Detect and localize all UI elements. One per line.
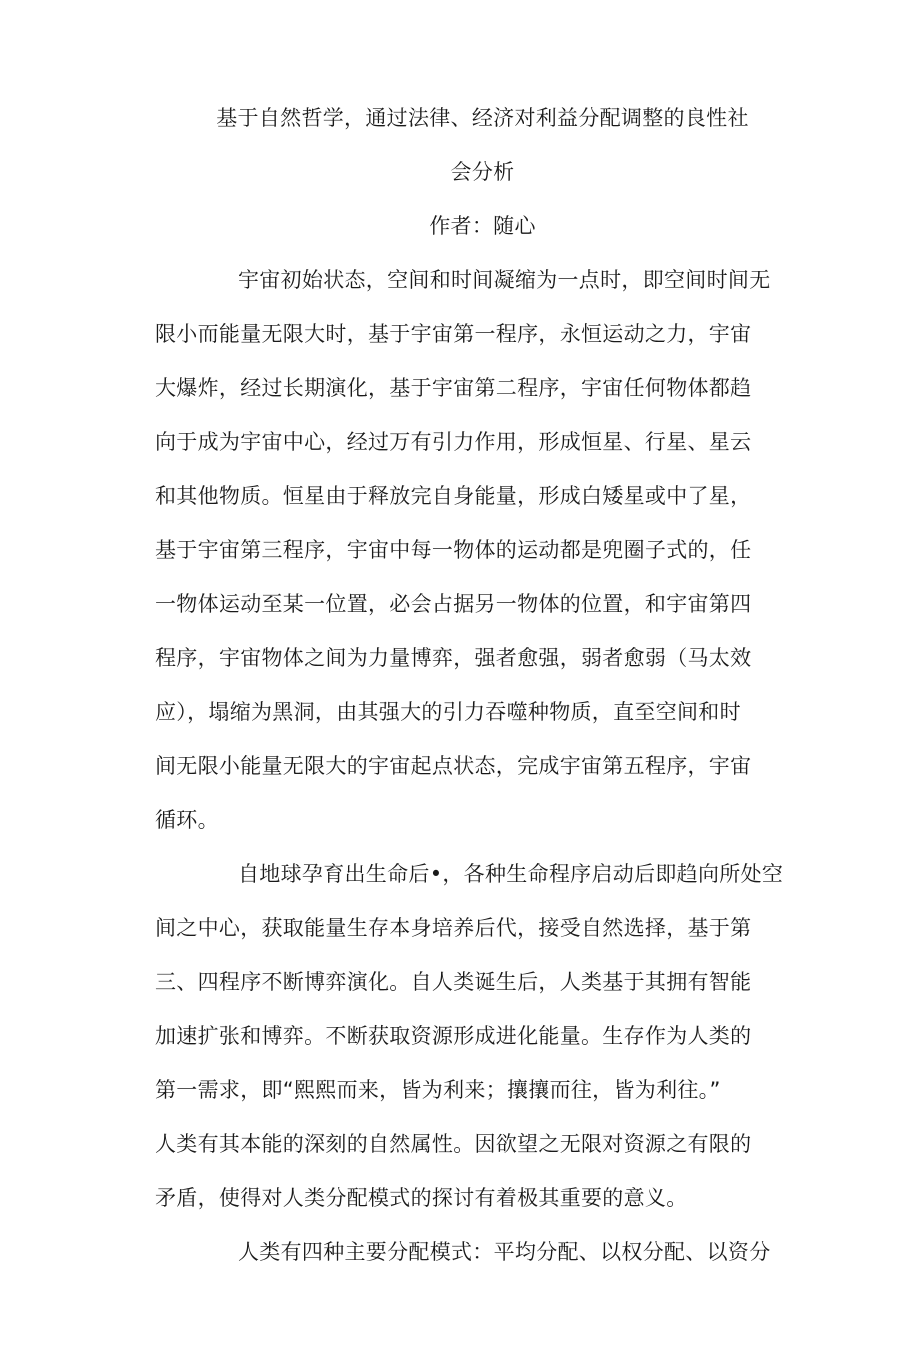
paragraph-line: 大爆炸，经过长期演化，基于宇宙第二程序，宇宙任何物体都趋 — [155, 376, 752, 400]
paragraph-line: 自地球孕育出生命后•，各种生命程序启动后即趋向所处空 — [238, 862, 784, 886]
paragraph-line: 基于宇宙第三程序，宇宙中每一物体的运动都是兜圈子式的，任 — [155, 538, 752, 562]
paragraph-line: 间无限小能量无限大的宇宙起点状态，完成宇宙第五程序，宇宙 — [155, 754, 752, 778]
paragraph-line: 限小而能量无限大时，基于宇宙第一程序，永恒运动之力，宇宙 — [155, 322, 752, 346]
document-title-line-1: 基于自然哲学，通过法律、经济对利益分配调整的良性社 — [216, 106, 749, 130]
paragraph-line: 循环。 — [155, 808, 219, 832]
document-author: 作者：随心 — [429, 214, 536, 238]
paragraph-line: 矛盾，使得对人类分配模式的探讨有着极其重要的意义。 — [155, 1186, 688, 1210]
paragraph-line: 第一需求，即“熙熙而来，皆为利来；攘攘而往，皆为利往。” — [155, 1078, 721, 1102]
paragraph-line: 和其他物质。恒星由于释放完自身能量，形成白矮星或中了星， — [155, 484, 752, 508]
paragraph-line: 向于成为宇宙中心，经过万有引力作用，形成恒星、行星、星云 — [155, 430, 752, 454]
paragraph-line: 一物体运动至某一位置，必会占据另一物体的位置，和宇宙第四 — [155, 592, 752, 616]
paragraph-line: 应），塌缩为黑洞，由其强大的引力吞噬种物质，直至空间和时 — [155, 700, 741, 724]
paragraph-line: 间之中心，获取能量生存本身培养后代，接受自然选择，基于第 — [155, 916, 752, 940]
paragraph-line: 人类有其本能的深刻的自然属性。因欲望之无限对资源之有限的 — [155, 1132, 752, 1156]
paragraph-line: 加速扩张和博弈。不断获取资源形成进化能量。生存作为人类的 — [155, 1024, 752, 1048]
paragraph-line: 人类有四种主要分配模式：平均分配、以权分配、以资分 — [238, 1240, 771, 1264]
paragraph-line: 宇宙初始状态，空间和时间凝缩为一点时，即空间时间无 — [238, 268, 771, 292]
document-title-line-2: 会分析 — [450, 160, 515, 184]
paragraph-line: 三、四程序不断博弈演化。自人类诞生后，人类基于其拥有智能 — [155, 970, 752, 994]
paragraph-line: 程序，宇宙物体之间为力量博弈，强者愈强，弱者愈弱（马太效 — [155, 646, 752, 670]
